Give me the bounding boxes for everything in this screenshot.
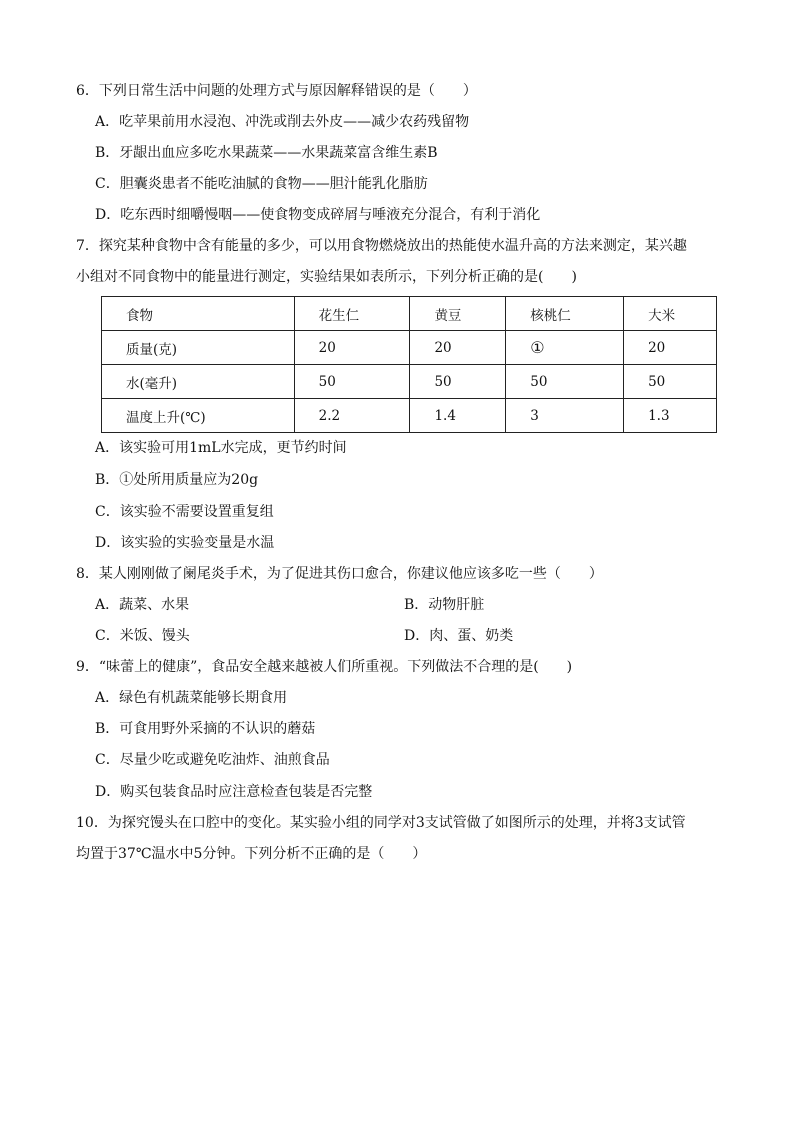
table-cell: 核桃仁 xyxy=(506,297,624,331)
table-cell: 50 xyxy=(294,365,410,399)
question-8-option-a: A．蔬菜、水果 xyxy=(95,597,190,613)
table-cell: 3 xyxy=(506,399,624,433)
table-row xyxy=(102,331,717,365)
table-row xyxy=(102,399,717,433)
question-7-option-d: D．该实验的实验变量是水温 xyxy=(95,535,275,551)
question-9-option-c: C．尽量少吃或避免吃油炸、油煎食品 xyxy=(95,752,330,768)
table-cell: 水(毫升) xyxy=(102,365,295,399)
question-6-option-d: D．吃东西时细嚼慢咽——使食物变成碎屑与唾液充分混合，有利于消化 xyxy=(95,207,541,223)
question-6-stem: 6．下列日常生活中问题的处理方式与原因解释错误的是（ ） xyxy=(76,83,477,99)
question-8-stem: 8．某人刚刚做了阑尾炎手术，为了促进其伤口愈合，你建议他应该多吃一些（ ） xyxy=(76,566,603,582)
question-8-option-c: C．米饭、馒头 xyxy=(95,628,190,644)
question-7-stem-line1: 7．探究某种食物中含有能量的多少，可以用食物燃烧放出的热能使水温升高的方法来测定，某兴趣 xyxy=(76,238,687,254)
table-cell: 温度上升(℃) xyxy=(102,399,295,433)
table-cell: 2.2 xyxy=(294,399,410,433)
question-9-stem: 9．“味蕾上的健康”，食品安全越来越被人们所重视。下列做法不合理的是( ) xyxy=(76,659,573,675)
question-7-stem-line2: 小组对不同食物中的能量进行测定，实验结果如表所示，下列分析正确的是( ) xyxy=(76,269,577,285)
table-cell: 20 xyxy=(294,331,410,365)
question-9-option-a: A．绿色有机蔬菜能够长期食用 xyxy=(95,690,288,706)
question-10-stem-line2: 均置于37℃温水中5分钟。下列分析不正确的是（ ） xyxy=(76,846,427,862)
question-7-option-b: B．①处所用质量应为20g xyxy=(95,472,259,488)
table-cell: 黄豆 xyxy=(410,297,506,331)
table-cell: 大米 xyxy=(624,297,717,331)
question-9-option-d: D．购买包装食品时应注意检查包装是否完整 xyxy=(95,784,373,800)
question-6-option-b: B．牙龈出血应多吃水果蔬菜——水果蔬菜富含维生素B xyxy=(95,145,438,161)
question-10-stem-line1: 10．为探究馒头在口腔中的变化。某实验小组的同学对3支试管做了如图所示的处理，并将3支试管 xyxy=(76,815,686,831)
table-cell: 50 xyxy=(410,365,506,399)
table-cell: 1.3 xyxy=(624,399,717,433)
question-7-option-a: A．该实验可用1mL水完成，更节约时间 xyxy=(95,440,347,456)
food-energy-table xyxy=(101,296,717,433)
table-cell: 50 xyxy=(506,365,624,399)
table-cell: 食物 xyxy=(102,297,295,331)
table-cell: 20 xyxy=(410,331,506,365)
table-header-row xyxy=(102,297,717,331)
question-7-option-c: C．该实验不需要设置重复组 xyxy=(95,504,274,520)
question-6-option-c: C．胆囊炎患者不能吃油腻的食物——胆汁能乳化脂肪 xyxy=(95,176,428,192)
table-cell: 20 xyxy=(624,331,717,365)
table-cell: ① xyxy=(506,331,624,365)
table-row xyxy=(102,365,717,399)
table-cell: 50 xyxy=(624,365,717,399)
question-8-option-d: D．肉、蛋、奶类 xyxy=(404,628,514,644)
question-8-option-b: B．动物肝脏 xyxy=(404,597,485,613)
question-9-option-b: B．可食用野外采摘的不认识的蘑菇 xyxy=(95,721,316,737)
table-cell: 质量(克) xyxy=(102,331,295,365)
table-cell: 1.4 xyxy=(410,399,506,433)
question-6-option-a: A．吃苹果前用水浸泡、冲洗或削去外皮——减少农药残留物 xyxy=(95,114,470,130)
table-cell: 花生仁 xyxy=(294,297,410,331)
